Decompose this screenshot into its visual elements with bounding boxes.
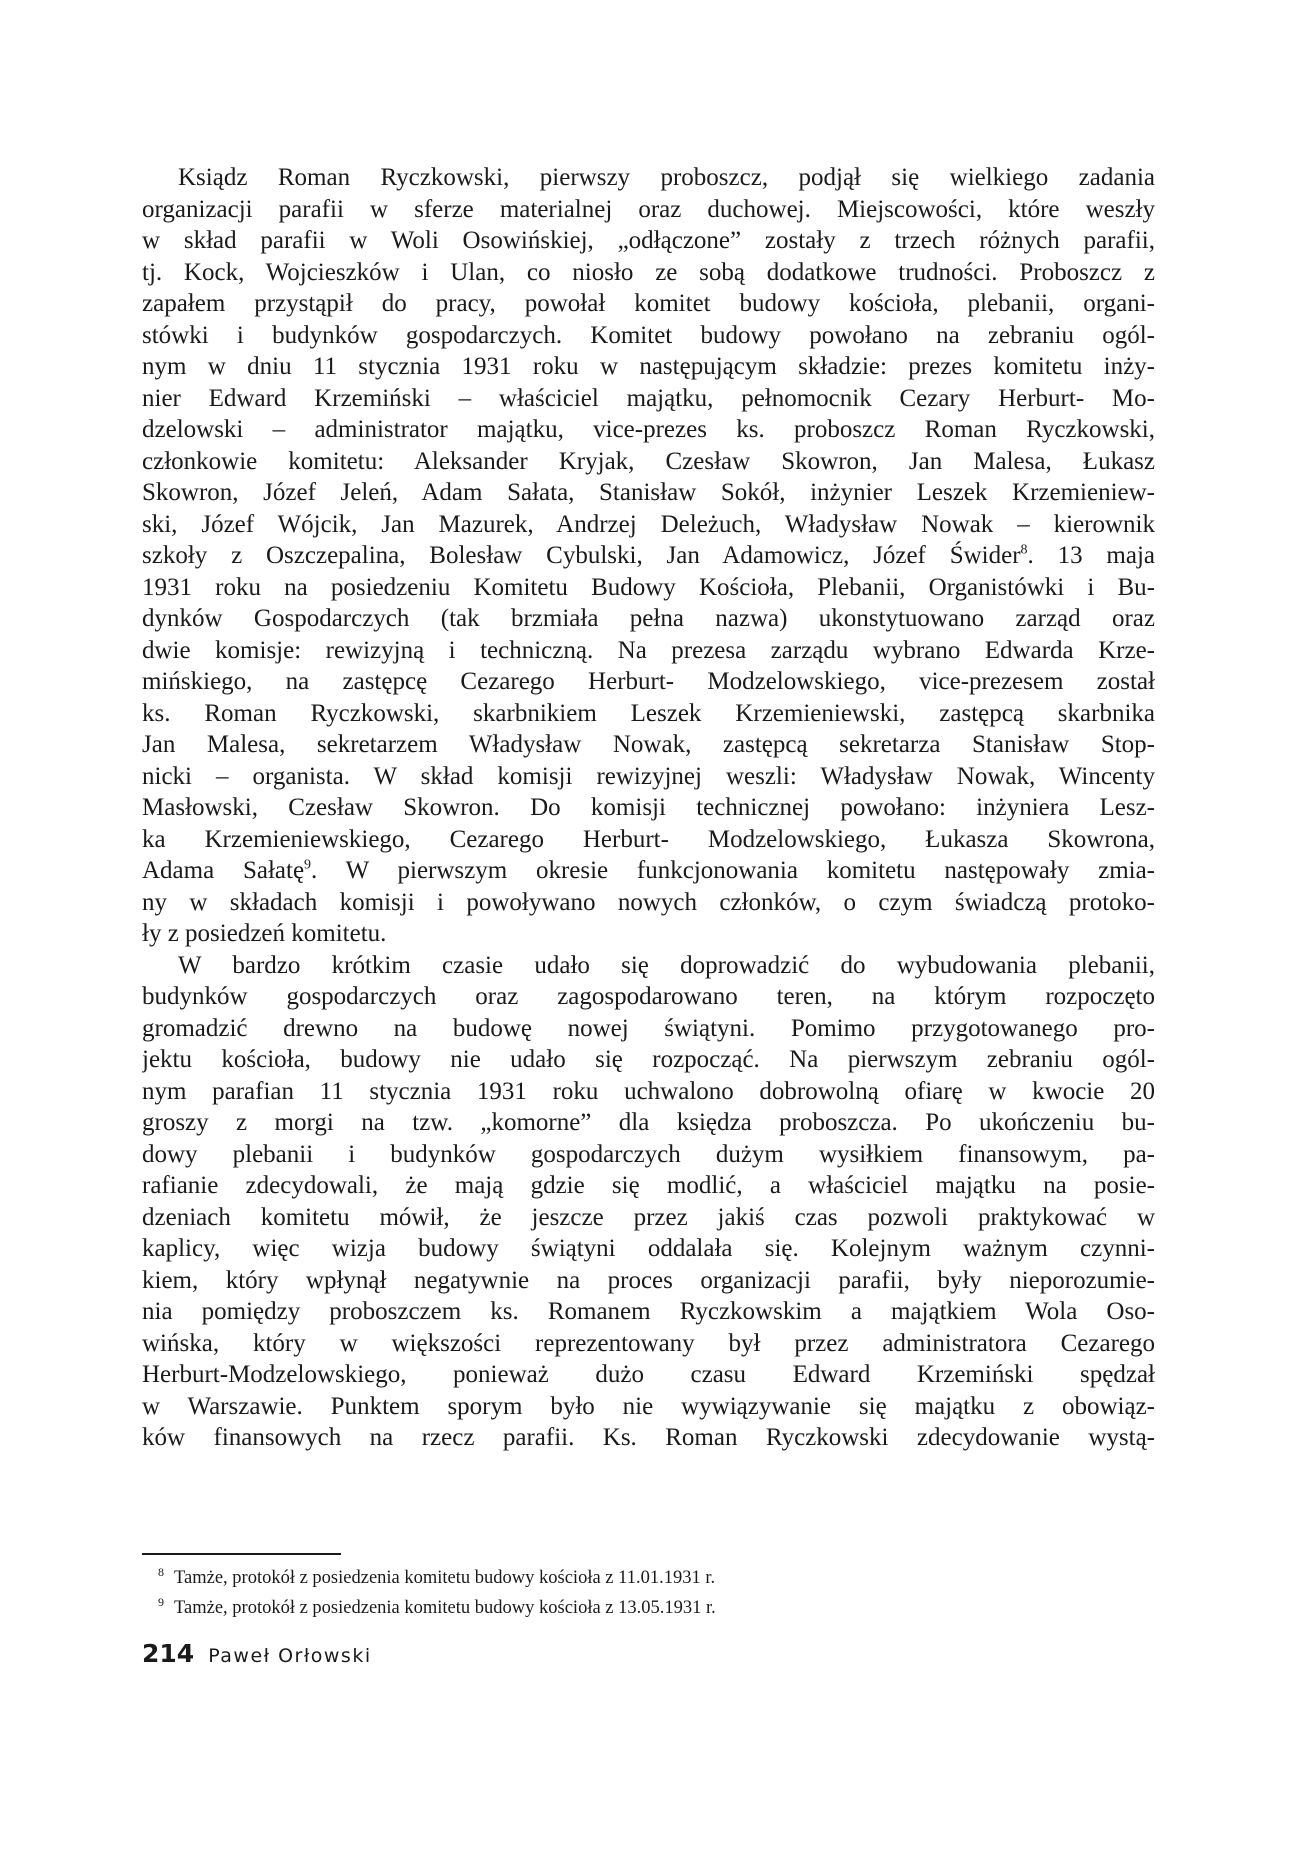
- text-line: nicki – organista. W skład komisji rewizyjnej weszli: Władysław Nowak, Wincenty: [142, 762, 1155, 790]
- text-line: członkowie komitetu: Aleksander Kryjak, Czesław Skowron, Jan Malesa, Łukasz: [142, 447, 1155, 475]
- text-line: rafianie zdecydowali, że mają gdzie się modlić, a właściciel majątku na posie-: [142, 1172, 1155, 1199]
- footnote-ref[interactable]: 9: [304, 857, 312, 873]
- text-line: Skowron, Józef Jeleń, Adam Sałata, Stanisław Sokół, inżynier Leszek Krzemieniew-: [142, 479, 1155, 506]
- footnote-divider: [142, 1553, 341, 1555]
- text-line: budynków gospodarczych oraz zagospodarowano teren, na którym rozpoczęto: [142, 983, 1155, 1010]
- footnote-ref[interactable]: 8: [1020, 542, 1028, 558]
- text-line: w skład parafii w Woli Osowińskiej, „odłączone” zostały z trzech różnych parafii,: [142, 227, 1155, 254]
- text-line: mińskiego, na zastępcę Cezarego Herburt- Modzelowskiego, vice-prezesem został: [142, 668, 1155, 695]
- text-line: Masłowski, Czesław Skowron. Do komisji technicznej powołano: inżyniera Lesz-: [142, 794, 1155, 821]
- page-footer: [142, 1639, 372, 1668]
- line-text: . 13 maja: [1027, 542, 1155, 569]
- text-line: [142, 540, 1155, 572]
- text-line: ny w składach komisji i powoływano nowych członków, o czym świadczą protoko-: [142, 888, 1155, 916]
- text-line: nym w dniu 11 stycznia 1931 roku w następującym składzie: prezes komitetu inży-: [142, 353, 1155, 380]
- text-line: Herburt-Modzelowskiego, ponieważ dużo czasu Edward Krzemiński spędzał: [142, 1361, 1155, 1388]
- text-line: nym parafian 11 stycznia 1931 roku uchwalono dobrowolną ofiarę w kwocie 20: [142, 1077, 1155, 1105]
- text-line: w Warszawie. Punktem sporym było nie wywiązywanie się majątku z obowiąz-: [142, 1392, 1155, 1420]
- text-line: organizacji parafii w sferze materialnej oraz duchowej. Miejscowości, które weszły: [142, 195, 1155, 223]
- line-text: Adama Sałatę: [142, 857, 305, 884]
- line-text: . W pierwszym okresie funkcjonowania komitetu następowały zmia-: [311, 857, 1155, 884]
- text-line: ków finansowych na rzecz parafii. Ks. Roman Ryczkowski zdecydowanie wystą-: [142, 1424, 1155, 1451]
- main-text: [142, 162, 1155, 1454]
- text-line: ły z posiedzeń komitetu.: [142, 920, 387, 947]
- footnote-item: [158, 1593, 1058, 1623]
- text-line: wińska, który w większości reprezentowany był przez administratora Cezarego: [142, 1329, 1155, 1357]
- page-number: 214: [142, 1639, 195, 1668]
- text-line: ks. Roman Ryczkowski, skarbnikiem Leszek Krzemieniewski, zastępcą skarbnika: [142, 699, 1155, 727]
- text-line: groszy z morgi na tzw. „komorne” dla księdza proboszcza. Po ukończeniu bu-: [142, 1109, 1155, 1136]
- text-line: zapałem przystąpił do pracy, powołał komitet budowy kościoła, plebanii, organi-: [142, 290, 1155, 317]
- footnote-text: Tamże, protokół z posiedzenia komitetu budowy kościoła z 11.01.1931 r.: [174, 1568, 716, 1588]
- footnote-number: 9: [158, 1594, 164, 1609]
- running-author: Paweł Orłowski: [208, 1645, 372, 1667]
- line-text: szkoły z Oszczepalina, Bolesław Cybulski, Jan Adamowicz, Józef Świder: [142, 542, 1021, 569]
- text-line: W bardzo krótkim czasie udało się doprowadzić do wybudowania plebanii,: [178, 951, 1155, 979]
- text-line: nia pomiędzy proboszczem ks. Romanem Ryczkowskim a majątkiem Wola Oso-: [142, 1298, 1155, 1325]
- text-line: stówki i budynków gospodarczych. Komitet budowy powołano na zebraniu ogól-: [142, 321, 1155, 349]
- footnote-item: [158, 1563, 1058, 1593]
- text-line: ski, Józef Wójcik, Jan Mazurek, Andrzej Deleżuch, Władysław Nowak – kierownik: [142, 510, 1155, 538]
- text-line: Ksiądz Roman Ryczkowski, pierwszy proboszcz, podjął się wielkiego zadania: [178, 164, 1155, 191]
- text-line: [142, 855, 1155, 887]
- text-line: tj. Kock, Wojcieszków i Ulan, co niosło ze sobą dodatkowe trudności. Proboszcz z: [142, 258, 1155, 286]
- footnote-number: 8: [158, 1564, 164, 1579]
- footnote-text: Tamże, protokół z posiedzenia komitetu budowy kościoła z 13.05.1931 r.: [174, 1598, 716, 1618]
- text-line: Jan Malesa, sekretarzem Władysław Nowak, zastępcą sekretarza Stanisław Stop-: [142, 731, 1155, 758]
- footnotes: [158, 1563, 1058, 1623]
- text-line: kiem, który wpłynął negatywnie na proces organizacji parafii, były nieporozumie-: [142, 1266, 1155, 1294]
- text-line: ka Krzemieniewskiego, Cezarego Herburt- Modzelowskiego, Łukasza Skowrona,: [142, 825, 1155, 853]
- text-line: nier Edward Krzemiński – właściciel majątku, pełnomocnik Cezary Herburt- Mo-: [142, 384, 1155, 412]
- text-line: gromadzić drewno na budowę nowej świątyni. Pomimo przygotowanego pro-: [142, 1014, 1155, 1042]
- text-line: dowy plebanii i budynków gospodarczych dużym wysiłkiem finansowym, pa-: [142, 1140, 1155, 1168]
- text-line: dynków Gospodarczych (tak brzmiała pełna nazwa) ukonstytuowano zarząd oraz: [142, 605, 1155, 632]
- text-line: jektu kościoła, budowy nie udało się rozpocząć. Na pierwszym zebraniu ogól-: [142, 1046, 1155, 1073]
- text-line: dzeniach komitetu mówił, że jeszcze przez jakiś czas pozwoli praktykować w: [142, 1203, 1155, 1231]
- text-line: 1931 roku na posiedzeniu Komitetu Budowy Kościoła, Plebanii, Organistówki i Bu-: [142, 573, 1155, 601]
- text-line: dwie komisje: rewizyjną i techniczną. Na prezesa zarządu wybrano Edwarda Krze-: [142, 636, 1155, 664]
- text-line: dzelowski – administrator majątku, vice-prezes ks. proboszcz Roman Ryczkowski,: [142, 416, 1155, 443]
- text-line: kaplicy, więc wizja budowy świątyni oddalała się. Kolejnym ważnym czynni-: [142, 1235, 1155, 1262]
